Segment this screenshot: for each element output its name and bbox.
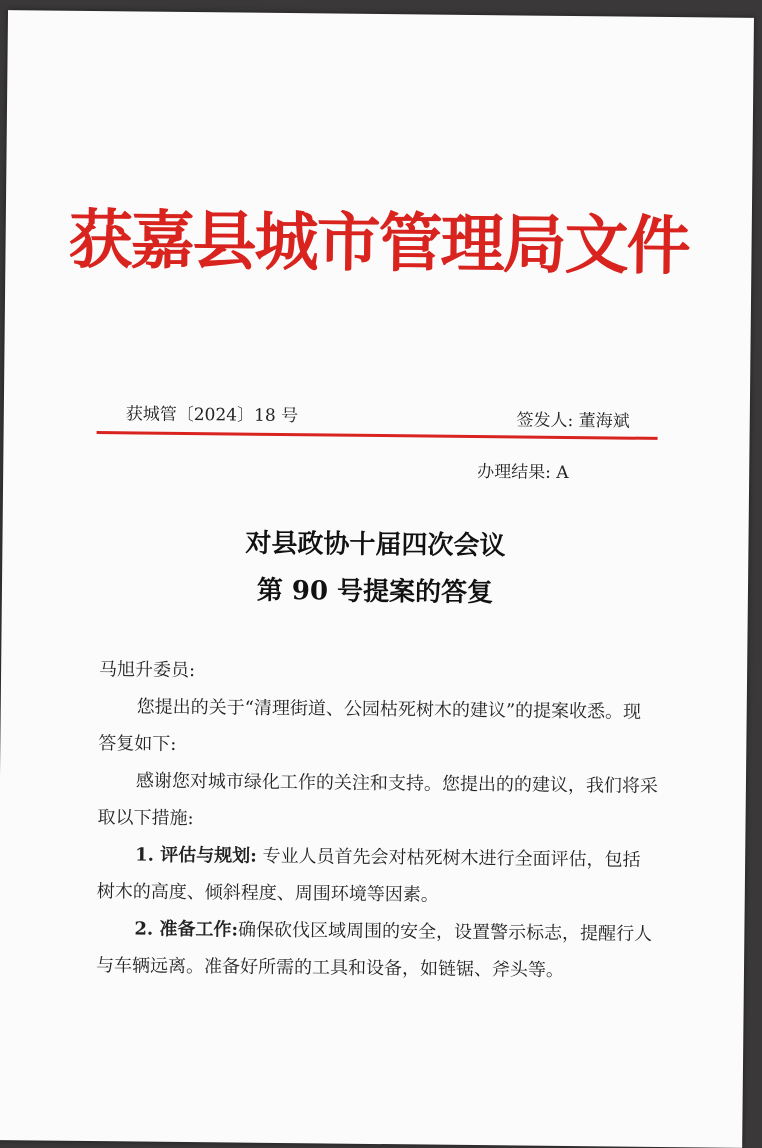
item-1-text: 专业人员首先会对枯死树木进行全面评估，包括树木的高度、倾斜程度、周围环境等因素。 — [96, 845, 641, 906]
paragraph-1: 您提出的关于“清理街道、公园枯死树木的建议”的提案收悉。现答复如下: — [98, 696, 642, 755]
item-2-label: 2. 准备工作: — [134, 918, 239, 941]
document-page — [0, 10, 754, 1148]
title-line-2: 第 90 号提案的答复 — [256, 575, 494, 609]
red-divider — [97, 431, 658, 440]
document-number: 获城管〔2024〕18 号 — [125, 404, 299, 427]
document-body — [96, 651, 659, 990]
item-2-text: 确保砍伐区域周围的安全，设置警示标志，提醒行人与车辆远离。准备好所需的工具和设备，如链锯、斧头等。 — [95, 919, 653, 981]
salutation: 马旭升委员: — [99, 659, 196, 682]
item-1-label: 1. 评估与规划: — [135, 844, 257, 867]
item-2 — [96, 910, 657, 990]
signer: 签发人: 董海斌 — [516, 410, 630, 432]
handling-result: 办理结果: A — [477, 462, 569, 483]
item-1 — [97, 836, 658, 916]
org-masthead: 获嘉县城市管理局文件 — [68, 202, 689, 285]
title-line-1: 对县政协十届四次会议 — [245, 528, 506, 562]
paragraph-2: 感谢您对城市绿化工作的关注和支持。您提出的的建议，我们将采取以下措施: — [97, 770, 659, 830]
